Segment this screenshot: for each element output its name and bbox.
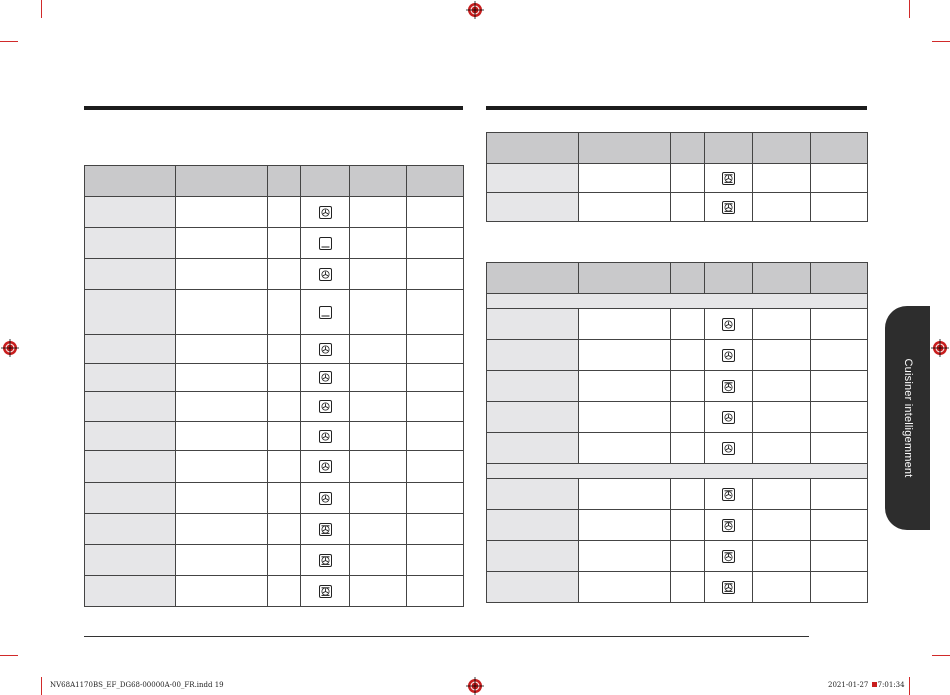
table-cell	[85, 422, 176, 451]
footer-date: 2021-01-27	[828, 681, 869, 689]
table-header	[753, 133, 811, 164]
table-row	[85, 422, 464, 451]
table-cell	[671, 572, 705, 603]
fan-icon	[319, 268, 332, 281]
cooking-mode-cell	[301, 545, 350, 576]
table-cell	[671, 402, 705, 433]
registration-mark-icon	[466, 677, 484, 695]
table-cell	[176, 514, 268, 545]
table-cell	[407, 483, 464, 514]
table-cell	[350, 422, 407, 451]
section-rule	[84, 106, 463, 110]
table-row	[85, 576, 464, 607]
fan-grill-icon	[722, 488, 735, 501]
table-cell	[579, 402, 671, 433]
cooking-mode-cell	[301, 576, 350, 607]
table-cell	[753, 371, 811, 402]
cooking-mode-cell	[301, 259, 350, 290]
table-row	[85, 364, 464, 392]
table-cell	[176, 228, 268, 259]
table-cell	[407, 197, 464, 228]
fan-icon	[319, 492, 332, 505]
table-cell	[176, 392, 268, 422]
table-cell	[350, 451, 407, 483]
table-cell	[85, 259, 176, 290]
table-row	[487, 164, 868, 193]
cooking-mode-cell	[301, 422, 350, 451]
table-header	[487, 263, 579, 294]
table-cell	[753, 340, 811, 371]
table-cell	[487, 371, 579, 402]
table-cell	[407, 335, 464, 364]
fan-icon	[319, 206, 332, 219]
cooking-mode-cell	[301, 514, 350, 545]
cooking-mode-cell	[301, 483, 350, 514]
table-cell	[176, 576, 268, 607]
table-cell	[268, 576, 301, 607]
fan-icon	[319, 400, 332, 413]
table-cell	[671, 433, 705, 464]
table-cell	[579, 309, 671, 340]
table-cell	[487, 309, 579, 340]
table-cell	[487, 340, 579, 371]
table-cell	[579, 541, 671, 572]
table-cell	[176, 451, 268, 483]
fan-grill-icon	[722, 519, 735, 532]
table-cell	[268, 364, 301, 392]
table-cell	[85, 364, 176, 392]
table-cell	[350, 545, 407, 576]
cooking-mode-cell	[301, 392, 350, 422]
table-header	[301, 166, 350, 197]
table-cell	[407, 576, 464, 607]
fan-icon	[722, 349, 735, 362]
table-cell	[350, 335, 407, 364]
table-header	[811, 263, 868, 294]
table-cell	[176, 364, 268, 392]
table-cell	[85, 228, 176, 259]
table-cell	[85, 290, 176, 335]
table-cell	[268, 483, 301, 514]
side-tab-label: Cuisiner intelligemment	[901, 358, 914, 478]
fan-top-bottom-icon	[722, 172, 735, 185]
cooking-mode-cell	[301, 451, 350, 483]
crop-mark	[41, 677, 42, 695]
crop-mark	[932, 655, 950, 656]
registration-mark-icon	[466, 1, 484, 19]
table-cell	[407, 514, 464, 545]
cooking-mode-cell	[301, 197, 350, 228]
cooking-mode-cell	[705, 433, 753, 464]
table-row	[85, 514, 464, 545]
table-cell	[407, 228, 464, 259]
table-cell	[487, 193, 579, 222]
table-cell	[811, 164, 868, 193]
fan-top-bottom-icon	[319, 554, 332, 567]
table-cell	[350, 228, 407, 259]
table-cell	[811, 479, 868, 510]
table-row	[487, 193, 868, 222]
table-cell	[350, 364, 407, 392]
cooking-mode-cell	[705, 309, 753, 340]
table-cell	[579, 164, 671, 193]
cooking-mode-cell	[705, 479, 753, 510]
table-cell	[671, 193, 705, 222]
table-cell	[671, 309, 705, 340]
table-cell	[579, 340, 671, 371]
table-cell	[811, 340, 868, 371]
table-header	[705, 263, 753, 294]
table-cell	[753, 572, 811, 603]
table-cell	[350, 514, 407, 545]
table-section-cell	[487, 294, 868, 309]
cooking-mode-cell	[705, 164, 753, 193]
table-cell	[350, 259, 407, 290]
crop-mark	[932, 41, 950, 42]
table-row	[487, 309, 868, 340]
side-chapter-tab	[885, 306, 930, 530]
table-cell	[811, 371, 868, 402]
table-header	[487, 133, 579, 164]
fan-icon	[319, 460, 332, 473]
table-cell	[268, 545, 301, 576]
table-cell	[268, 228, 301, 259]
table-cell	[753, 309, 811, 340]
crop-mark	[41, 0, 42, 18]
table-cell	[811, 572, 868, 603]
table-cell	[268, 514, 301, 545]
table-cell	[268, 290, 301, 335]
fan-icon	[319, 371, 332, 384]
table-header	[268, 166, 301, 197]
table-cell	[671, 510, 705, 541]
table-row	[85, 545, 464, 576]
table-cell	[268, 335, 301, 364]
cooking-mode-cell	[705, 572, 753, 603]
table-cell	[487, 164, 579, 193]
fan-top-bottom-icon	[722, 201, 735, 214]
table-cell	[176, 545, 268, 576]
footer-filename: NV68A1170BS_EF_DG68-00000A-00_FR.indd 19	[50, 681, 224, 689]
table-header	[671, 263, 705, 294]
table-cell	[753, 164, 811, 193]
table-cell	[85, 197, 176, 228]
table-section-row	[487, 294, 868, 309]
crop-mark	[0, 41, 18, 42]
table-cell	[671, 340, 705, 371]
table-cell	[85, 335, 176, 364]
table-cell	[85, 576, 176, 607]
table-row	[85, 290, 464, 335]
table-cell	[268, 259, 301, 290]
table-cell	[671, 164, 705, 193]
table-header	[407, 166, 464, 197]
table-row	[487, 510, 868, 541]
table-cell	[85, 392, 176, 422]
table-header	[350, 166, 407, 197]
crop-mark	[0, 655, 18, 656]
cooking-mode-cell	[705, 340, 753, 371]
table-header	[579, 263, 671, 294]
table-cell	[350, 197, 407, 228]
fan-icon	[319, 343, 332, 356]
cooking-mode-cell	[301, 290, 350, 335]
table-cell	[487, 402, 579, 433]
table-cell	[579, 371, 671, 402]
table-cell	[407, 392, 464, 422]
fan-icon	[722, 442, 735, 455]
table-cell	[753, 479, 811, 510]
table-cell	[811, 510, 868, 541]
table-cell	[268, 451, 301, 483]
fan-icon	[722, 318, 735, 331]
table-cell	[176, 483, 268, 514]
cooking-mode-cell	[301, 228, 350, 259]
table-row	[85, 392, 464, 422]
table-row	[85, 197, 464, 228]
color-swatch	[872, 682, 877, 687]
table-cell	[671, 371, 705, 402]
table-row	[85, 451, 464, 483]
table-cell	[753, 402, 811, 433]
table-section-cell	[487, 464, 868, 479]
table-cell	[579, 510, 671, 541]
table-cell	[753, 193, 811, 222]
table-header	[85, 166, 176, 197]
right-top-cooking-table	[486, 132, 868, 222]
table-row	[487, 572, 868, 603]
table-row	[487, 371, 868, 402]
cooking-mode-cell	[705, 402, 753, 433]
table-cell	[407, 545, 464, 576]
table-cell	[350, 392, 407, 422]
table-cell	[268, 422, 301, 451]
registration-mark-icon	[931, 339, 949, 357]
cooking-mode-cell	[301, 364, 350, 392]
table-cell	[579, 479, 671, 510]
table-section-row	[487, 464, 868, 479]
fan-top-bottom-icon	[319, 523, 332, 536]
table-header	[671, 133, 705, 164]
table-header	[811, 133, 868, 164]
table-cell	[268, 392, 301, 422]
cooking-mode-cell	[301, 335, 350, 364]
table-row	[487, 402, 868, 433]
crop-mark	[909, 0, 910, 18]
table-cell	[350, 483, 407, 514]
table-row	[85, 259, 464, 290]
table-cell	[487, 479, 579, 510]
table-cell	[671, 479, 705, 510]
table-cell	[350, 290, 407, 335]
table-cell	[811, 193, 868, 222]
table-cell	[671, 541, 705, 572]
table-cell	[753, 510, 811, 541]
crop-mark	[909, 677, 910, 695]
cooking-mode-cell	[705, 193, 753, 222]
table-cell	[579, 572, 671, 603]
right-bottom-cooking-table	[486, 262, 868, 603]
table-header	[753, 263, 811, 294]
table-cell	[176, 197, 268, 228]
fan-grill-icon	[722, 550, 735, 563]
table-cell	[176, 259, 268, 290]
footer-time: 7:01:34	[877, 681, 905, 689]
table-row	[85, 228, 464, 259]
table-row	[487, 340, 868, 371]
footer-rule	[84, 636, 809, 637]
table-header	[705, 133, 753, 164]
table-cell	[487, 433, 579, 464]
table-cell	[176, 335, 268, 364]
cooking-mode-cell	[705, 510, 753, 541]
fan-top-bottom-icon	[319, 585, 332, 598]
table-cell	[811, 402, 868, 433]
table-cell	[85, 483, 176, 514]
table-cell	[407, 422, 464, 451]
table-cell	[176, 290, 268, 335]
table-cell	[487, 541, 579, 572]
left-cooking-table	[84, 165, 464, 607]
registration-mark-icon	[1, 339, 19, 357]
fan-grill-icon	[722, 380, 735, 393]
table-row	[85, 335, 464, 364]
table-cell	[176, 422, 268, 451]
table-cell	[85, 545, 176, 576]
table-cell	[85, 514, 176, 545]
table-header	[579, 133, 671, 164]
table-cell	[487, 572, 579, 603]
footer-timestamp	[828, 681, 905, 689]
fan-icon	[319, 430, 332, 443]
cooking-mode-cell	[705, 541, 753, 572]
section-rule	[486, 106, 867, 110]
table-cell	[579, 433, 671, 464]
table-cell	[407, 451, 464, 483]
fan-icon	[722, 411, 735, 424]
table-cell	[350, 576, 407, 607]
table-cell	[85, 451, 176, 483]
table-cell	[487, 510, 579, 541]
table-cell	[753, 433, 811, 464]
table-cell	[579, 193, 671, 222]
table-cell	[268, 197, 301, 228]
table-cell	[811, 433, 868, 464]
table-cell	[811, 309, 868, 340]
footer-file	[50, 681, 224, 689]
table-row	[85, 483, 464, 514]
table-cell	[811, 541, 868, 572]
fan-top-bottom-icon	[722, 581, 735, 594]
table-row	[487, 433, 868, 464]
table-row	[487, 541, 868, 572]
bottom-heat-icon	[319, 306, 332, 319]
table-cell	[407, 290, 464, 335]
bottom-heat-icon	[319, 237, 332, 250]
table-row	[487, 479, 868, 510]
cooking-mode-cell	[705, 371, 753, 402]
table-cell	[407, 259, 464, 290]
table-header	[176, 166, 268, 197]
table-cell	[753, 541, 811, 572]
table-cell	[407, 364, 464, 392]
